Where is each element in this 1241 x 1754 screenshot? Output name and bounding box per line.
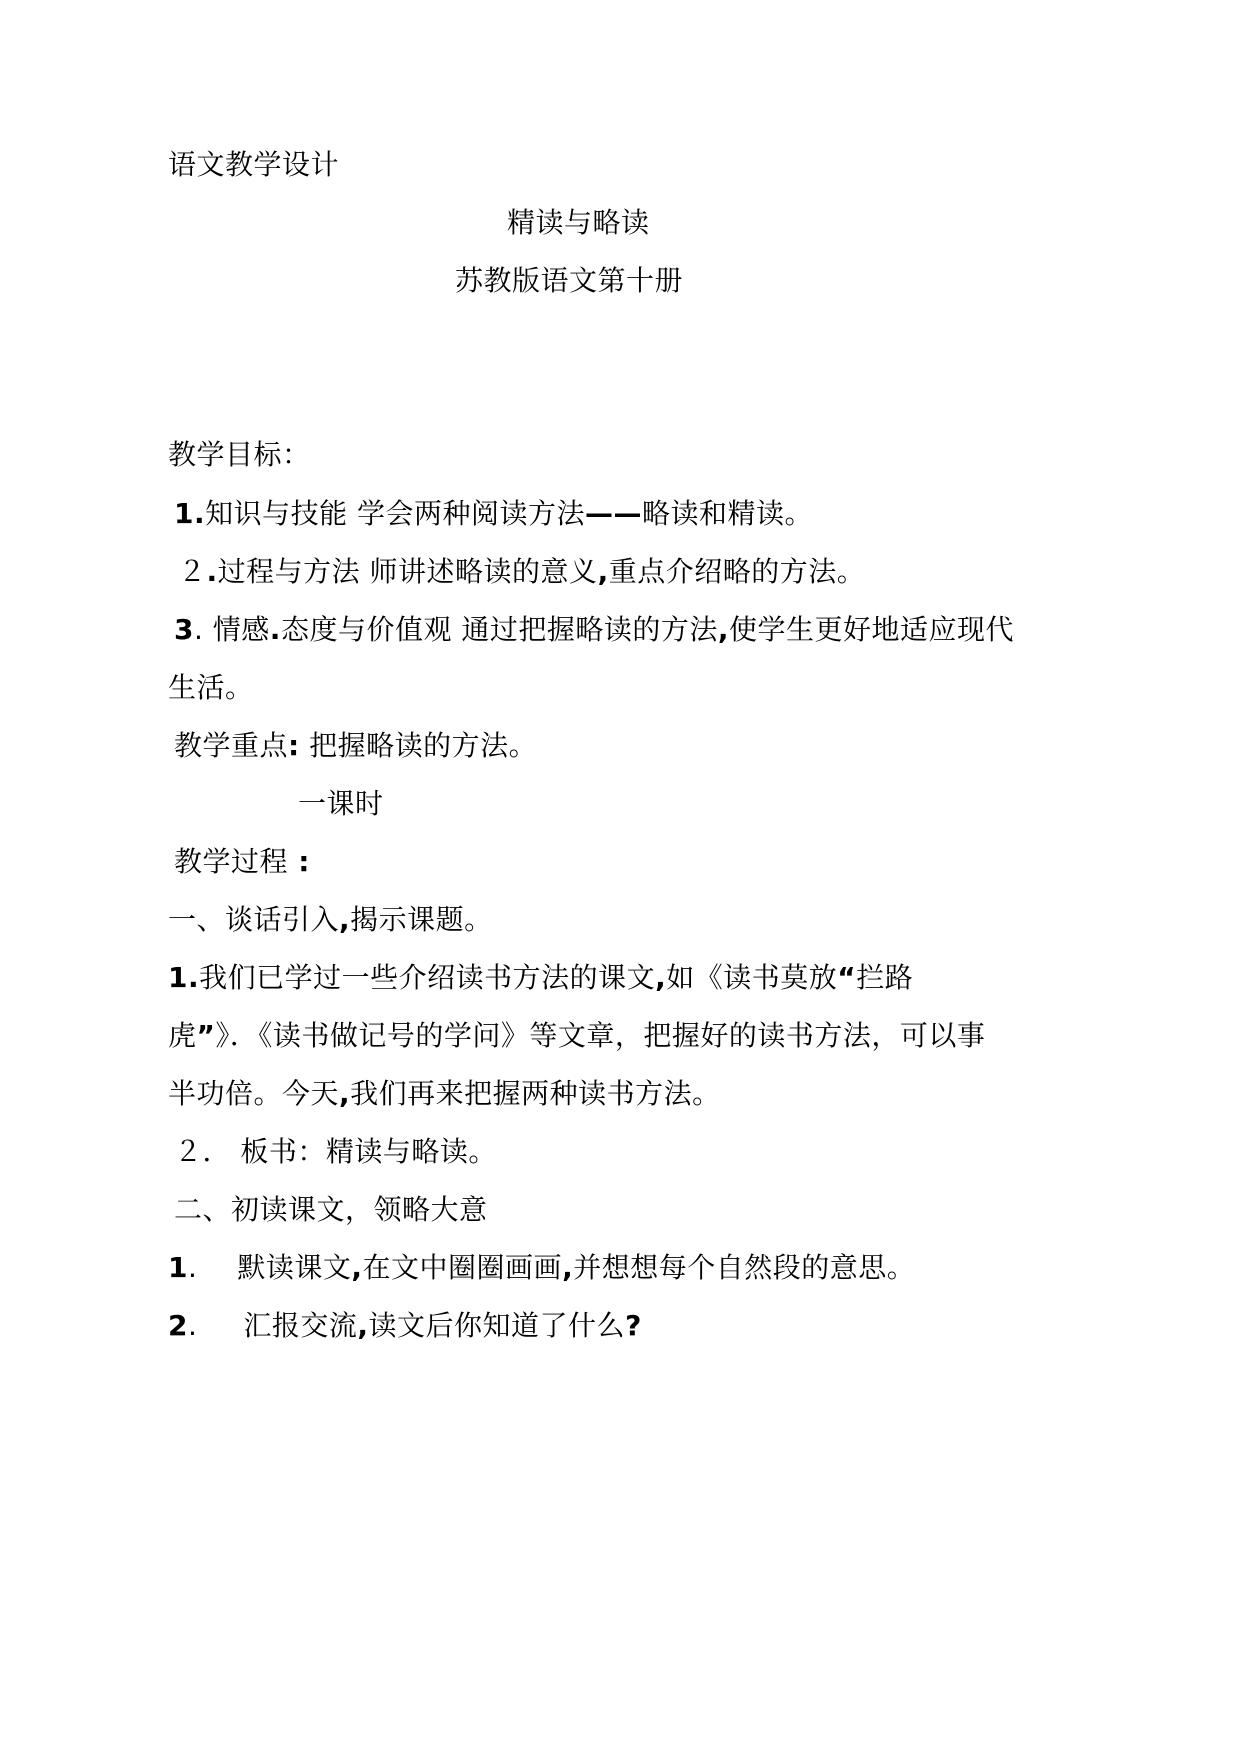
objective-3-comma: , — [717, 613, 729, 646]
read-step-2-text-a: 汇报交流 — [243, 1309, 358, 1342]
objectives-heading-text: 教学目标： — [168, 438, 311, 471]
section-1-text: 一、谈话引入 — [168, 903, 340, 936]
section-1 — [168, 903, 493, 937]
key-point-label: 教学重点 — [174, 729, 289, 762]
key-point — [174, 729, 537, 763]
document-title — [507, 206, 650, 240]
lesson-count — [298, 787, 384, 821]
read-step-1-text-c: 并想想每个自然段的意思。 — [573, 1251, 916, 1284]
objective-3-text-b: 态度与价值观 通过把握略读的方法 — [280, 613, 718, 646]
objective-3-continued-text: 生活。 — [168, 671, 254, 704]
step-1-continued-2 — [168, 1077, 721, 1111]
read-step-2-question-mark: ? — [625, 1309, 642, 1342]
step-1-comma: , — [655, 961, 667, 994]
objective-2-dot: . — [206, 555, 218, 588]
objective-3-number: 3 — [174, 613, 194, 646]
step-1-number: 1. — [168, 961, 200, 994]
objective-3-dot: . — [269, 613, 281, 646]
step-1-text: 我们已学过一些介绍读书方法的课文 — [199, 961, 656, 994]
title-text: 精读与略读 — [507, 206, 650, 239]
key-point-text: 把握略读的方法。 — [299, 729, 538, 762]
objective-3-text-a: . 情感 — [193, 613, 270, 646]
step-1-continued-2-b: 我们再来把握两种读书方法。 — [350, 1077, 721, 1110]
key-point-colon: : — [288, 729, 300, 762]
step-1-open-quote: “ — [837, 961, 857, 994]
step-1 — [168, 961, 913, 995]
read-step-1-text-a: 默读课文 — [237, 1251, 352, 1284]
section-2-text: 二、初读课文，领略大意 — [174, 1193, 488, 1226]
objective-2 — [178, 555, 865, 589]
read-step-2-text-b: 读文后你知道了什么 — [368, 1309, 626, 1342]
step-1-continued — [168, 1019, 985, 1053]
objective-1-dash: —— — [585, 497, 643, 530]
step-2-text: ２． 板书：精读与略读。 — [174, 1135, 497, 1168]
step-1-continued-2-a: 半功倍。今天 — [168, 1077, 340, 1110]
document-subtitle — [455, 264, 683, 298]
subtitle-text: 苏教版语文第十册 — [455, 264, 684, 297]
read-step-1 — [168, 1251, 915, 1285]
objective-3-continued — [168, 671, 254, 705]
read-step-2 — [168, 1309, 642, 1343]
objective-3-tail: 使学生更好地适应现代 — [728, 613, 1014, 646]
read-step-1-text-b: 在文中圈圈画画 — [362, 1251, 563, 1284]
read-step-1-comma-1: , — [351, 1251, 363, 1284]
objective-2-text: 过程与方法 师讲述略读的意义 — [217, 555, 598, 588]
objectives-heading — [168, 438, 311, 472]
objective-3 — [174, 613, 1014, 647]
objective-1-text: 知识与技能 学会两种阅读方法 — [205, 497, 586, 530]
section-1-tail: 揭示课题。 — [350, 903, 493, 936]
section-2 — [174, 1193, 488, 1227]
process-heading — [174, 845, 310, 879]
step-2 — [174, 1135, 497, 1169]
objective-2-number: ２ — [178, 555, 207, 588]
objective-1 — [174, 497, 813, 531]
step-1-continued-2-comma: , — [339, 1077, 351, 1110]
read-step-1-dot: . — [187, 1251, 198, 1284]
step-1-continued-a: 虎 — [168, 1019, 197, 1052]
read-step-2-comma: , — [357, 1309, 369, 1342]
step-1-continued-b: 》．《读书做记号的学问》等文章，把握好的读书方法，可以事 — [215, 1019, 986, 1052]
read-step-2-dot: . — [187, 1309, 198, 1342]
objective-2-tail: 重点介绍略的方法。 — [608, 555, 866, 588]
objective-1-number: 1. — [174, 497, 206, 530]
step-1-close-quote: ” — [196, 1019, 216, 1052]
step-1-end: 拦路 — [856, 961, 914, 994]
objective-1-tail: 略读和精读。 — [642, 497, 814, 530]
step-1-tail: 如《读书莫放 — [666, 961, 838, 994]
read-step-2-number: 2 — [168, 1309, 188, 1342]
read-step-1-number: 1 — [168, 1251, 188, 1284]
lesson-count-text: 一课时 — [298, 787, 384, 820]
process-heading-colon: : — [288, 845, 310, 878]
objective-2-comma: , — [597, 555, 609, 588]
read-step-1-comma-2: , — [562, 1251, 574, 1284]
document-header — [168, 148, 339, 182]
header-text: 语文教学设计 — [168, 148, 340, 181]
section-1-comma: , — [339, 903, 351, 936]
process-heading-text: 教学过程 — [174, 845, 289, 878]
